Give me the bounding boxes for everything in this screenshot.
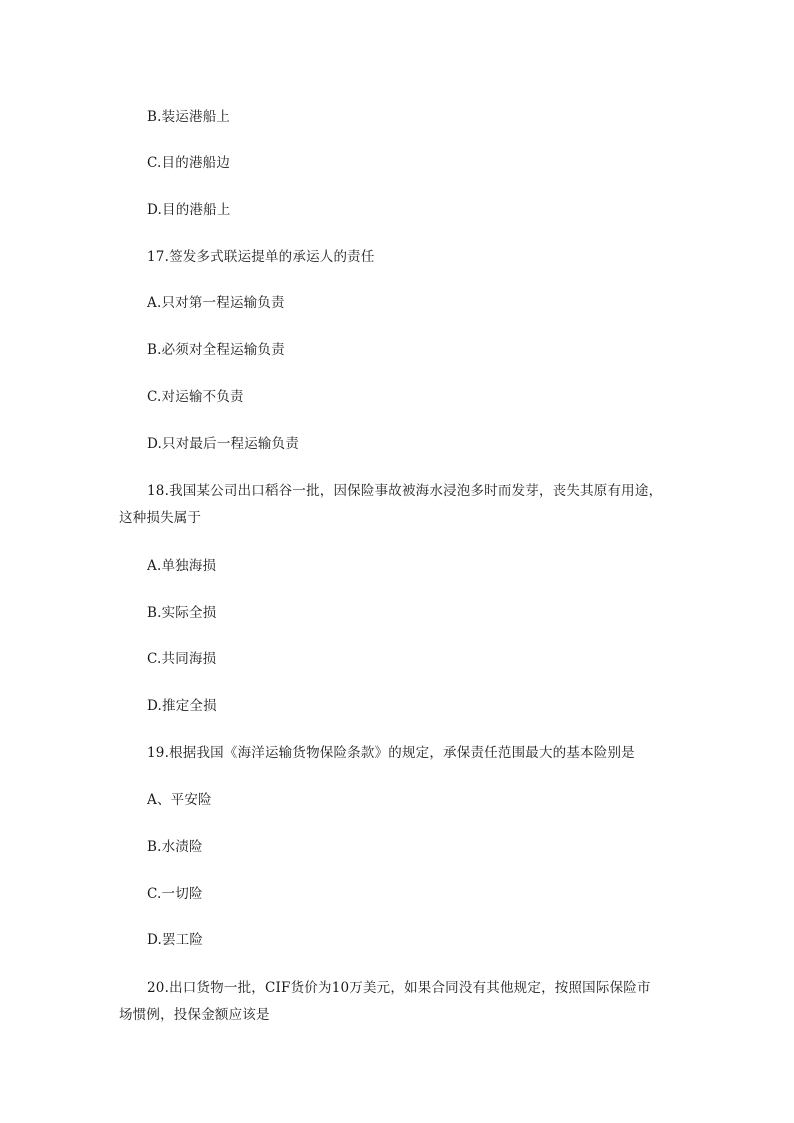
- question-19-option-d: D.罢工险: [147, 932, 204, 948]
- question-18-option-d: D.推定全损: [147, 698, 217, 714]
- question-17-option-d: D.只对最后一程运输负责: [147, 436, 300, 452]
- question-18-line-2: 这种损失属于: [119, 510, 202, 526]
- question-18-option-a: A.单独海损: [147, 558, 217, 574]
- question-18-option-c: C.共同海损: [147, 651, 217, 667]
- question-18-line-1: 18.我国某公司出口稻谷一批，因保险事故被海水浸泡多时而发芽，丧失其原有用途，: [147, 483, 663, 499]
- option-c-destination-port-alongside: C.目的港船边: [147, 155, 231, 171]
- question-20-line-2: 场惯例，投保金额应该是: [119, 1007, 270, 1023]
- question-17: 17.签发多式联运提单的承运人的责任: [147, 249, 375, 265]
- question-19: 19.根据我国《海洋运输货物保险条款》的规定，承保责任范围最大的基本险别是: [147, 745, 635, 761]
- question-19-option-a: A、平安险: [147, 792, 212, 808]
- question-17-option-a: A.只对第一程运输负责: [147, 295, 285, 311]
- option-d-destination-port-on-board: D.目的港船上: [147, 202, 231, 218]
- question-17-option-b: B.必须对全程运输负责: [147, 342, 285, 358]
- question-19-option-b: B.水渍险: [147, 839, 203, 855]
- question-17-option-c: C.对运输不负责: [147, 389, 244, 405]
- question-20-line-1: 20.出口货物一批，CIF货价为10万美元，如果合同没有其他规定，按照国际保险市: [147, 980, 651, 996]
- question-18-option-b: B.实际全损: [147, 605, 217, 621]
- option-b-loading-port-on-board: B.装运港船上: [147, 109, 231, 125]
- question-19-option-c: C.一切险: [147, 886, 203, 902]
